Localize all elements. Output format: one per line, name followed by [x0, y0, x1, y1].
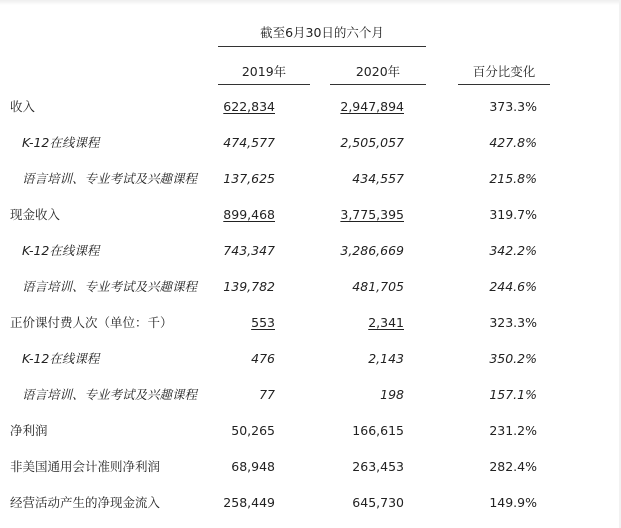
table-row-non-gaap-net-income: [0, 457, 621, 477]
row-label: 语言培训、专业考试及兴趣课程: [22, 387, 198, 402]
value-2019: 139,782: [223, 279, 275, 294]
row-label: K-12在线课程: [22, 135, 100, 150]
table-row-revenue-k12: [0, 133, 621, 153]
table-row-cash-k12: [0, 241, 621, 261]
row-label: K-12在线课程: [22, 351, 100, 366]
column-header-change: 百分比变化: [458, 62, 550, 85]
table-row-cash-language: [0, 277, 621, 297]
table-row-enroll-language: [0, 385, 621, 405]
value-change: 319.7%: [489, 207, 537, 222]
table-row-operating-cash-flow: [0, 493, 621, 513]
value-2020: 198: [380, 387, 404, 402]
window-top-edge: [0, 0, 621, 5]
value-change: 149.9%: [489, 495, 537, 510]
table-row-revenue: [0, 97, 621, 117]
row-label: 收入: [10, 99, 36, 114]
value-change: 373.3%: [489, 99, 537, 114]
period-header: 截至6月30日的六个月: [218, 22, 426, 47]
value-change: 342.2%: [489, 243, 537, 258]
column-header-2019: 2019年: [218, 62, 310, 85]
value-change: 157.1%: [489, 387, 537, 402]
value-2020: 2,947,894: [340, 99, 404, 114]
value-2019: 137,625: [223, 171, 275, 186]
value-change: 323.3%: [489, 315, 537, 330]
row-label: 语言培训、专业考试及兴趣课程: [22, 171, 198, 186]
row-label: 经营活动产生的净现金流入: [10, 495, 161, 510]
row-label: 语言培训、专业考试及兴趣课程: [22, 279, 198, 294]
value-2020: 645,730: [352, 495, 404, 510]
table-row-revenue-language: [0, 169, 621, 189]
column-header-2020: 2020年: [330, 62, 426, 85]
value-2019: 77: [259, 387, 275, 402]
value-2019: 899,468: [223, 207, 275, 222]
value-2019: 622,834: [223, 99, 275, 114]
row-label: 现金收入: [10, 207, 61, 222]
value-2020: 434,557: [352, 171, 404, 186]
value-change: 282.4%: [489, 459, 537, 474]
value-2019: 743,347: [223, 243, 275, 258]
value-2019: 68,948: [231, 459, 275, 474]
value-2019: 476: [251, 351, 275, 366]
value-change: 231.2%: [489, 423, 537, 438]
value-change: 244.6%: [489, 279, 537, 294]
row-label: K-12在线课程: [22, 243, 100, 258]
value-change: 350.2%: [489, 351, 537, 366]
value-2019: 553: [251, 315, 275, 330]
table-row-net-income: [0, 421, 621, 441]
row-label: 净利润: [10, 423, 48, 438]
value-2020: 3,286,669: [340, 243, 404, 258]
value-2019: 258,449: [223, 495, 275, 510]
value-change: 427.8%: [489, 135, 537, 150]
row-label: 非美国通用会计准则净利润: [10, 459, 161, 474]
table-row-paid-enrollments: [0, 313, 621, 333]
value-2020: 2,341: [368, 315, 404, 330]
value-2020: 263,453: [352, 459, 404, 474]
value-2020: 166,615: [352, 423, 404, 438]
table-row-enroll-k12: [0, 349, 621, 369]
value-change: 215.8%: [489, 171, 537, 186]
value-2020: 2,505,057: [340, 135, 404, 150]
value-2019: 50,265: [231, 423, 275, 438]
value-2020: 3,775,395: [340, 207, 404, 222]
value-2019: 474,577: [223, 135, 275, 150]
value-2020: 481,705: [352, 279, 404, 294]
table-row-cash-revenue: [0, 205, 621, 225]
row-label: 正价课付费人次（单位：千）: [10, 315, 173, 330]
value-2020: 2,143: [368, 351, 404, 366]
